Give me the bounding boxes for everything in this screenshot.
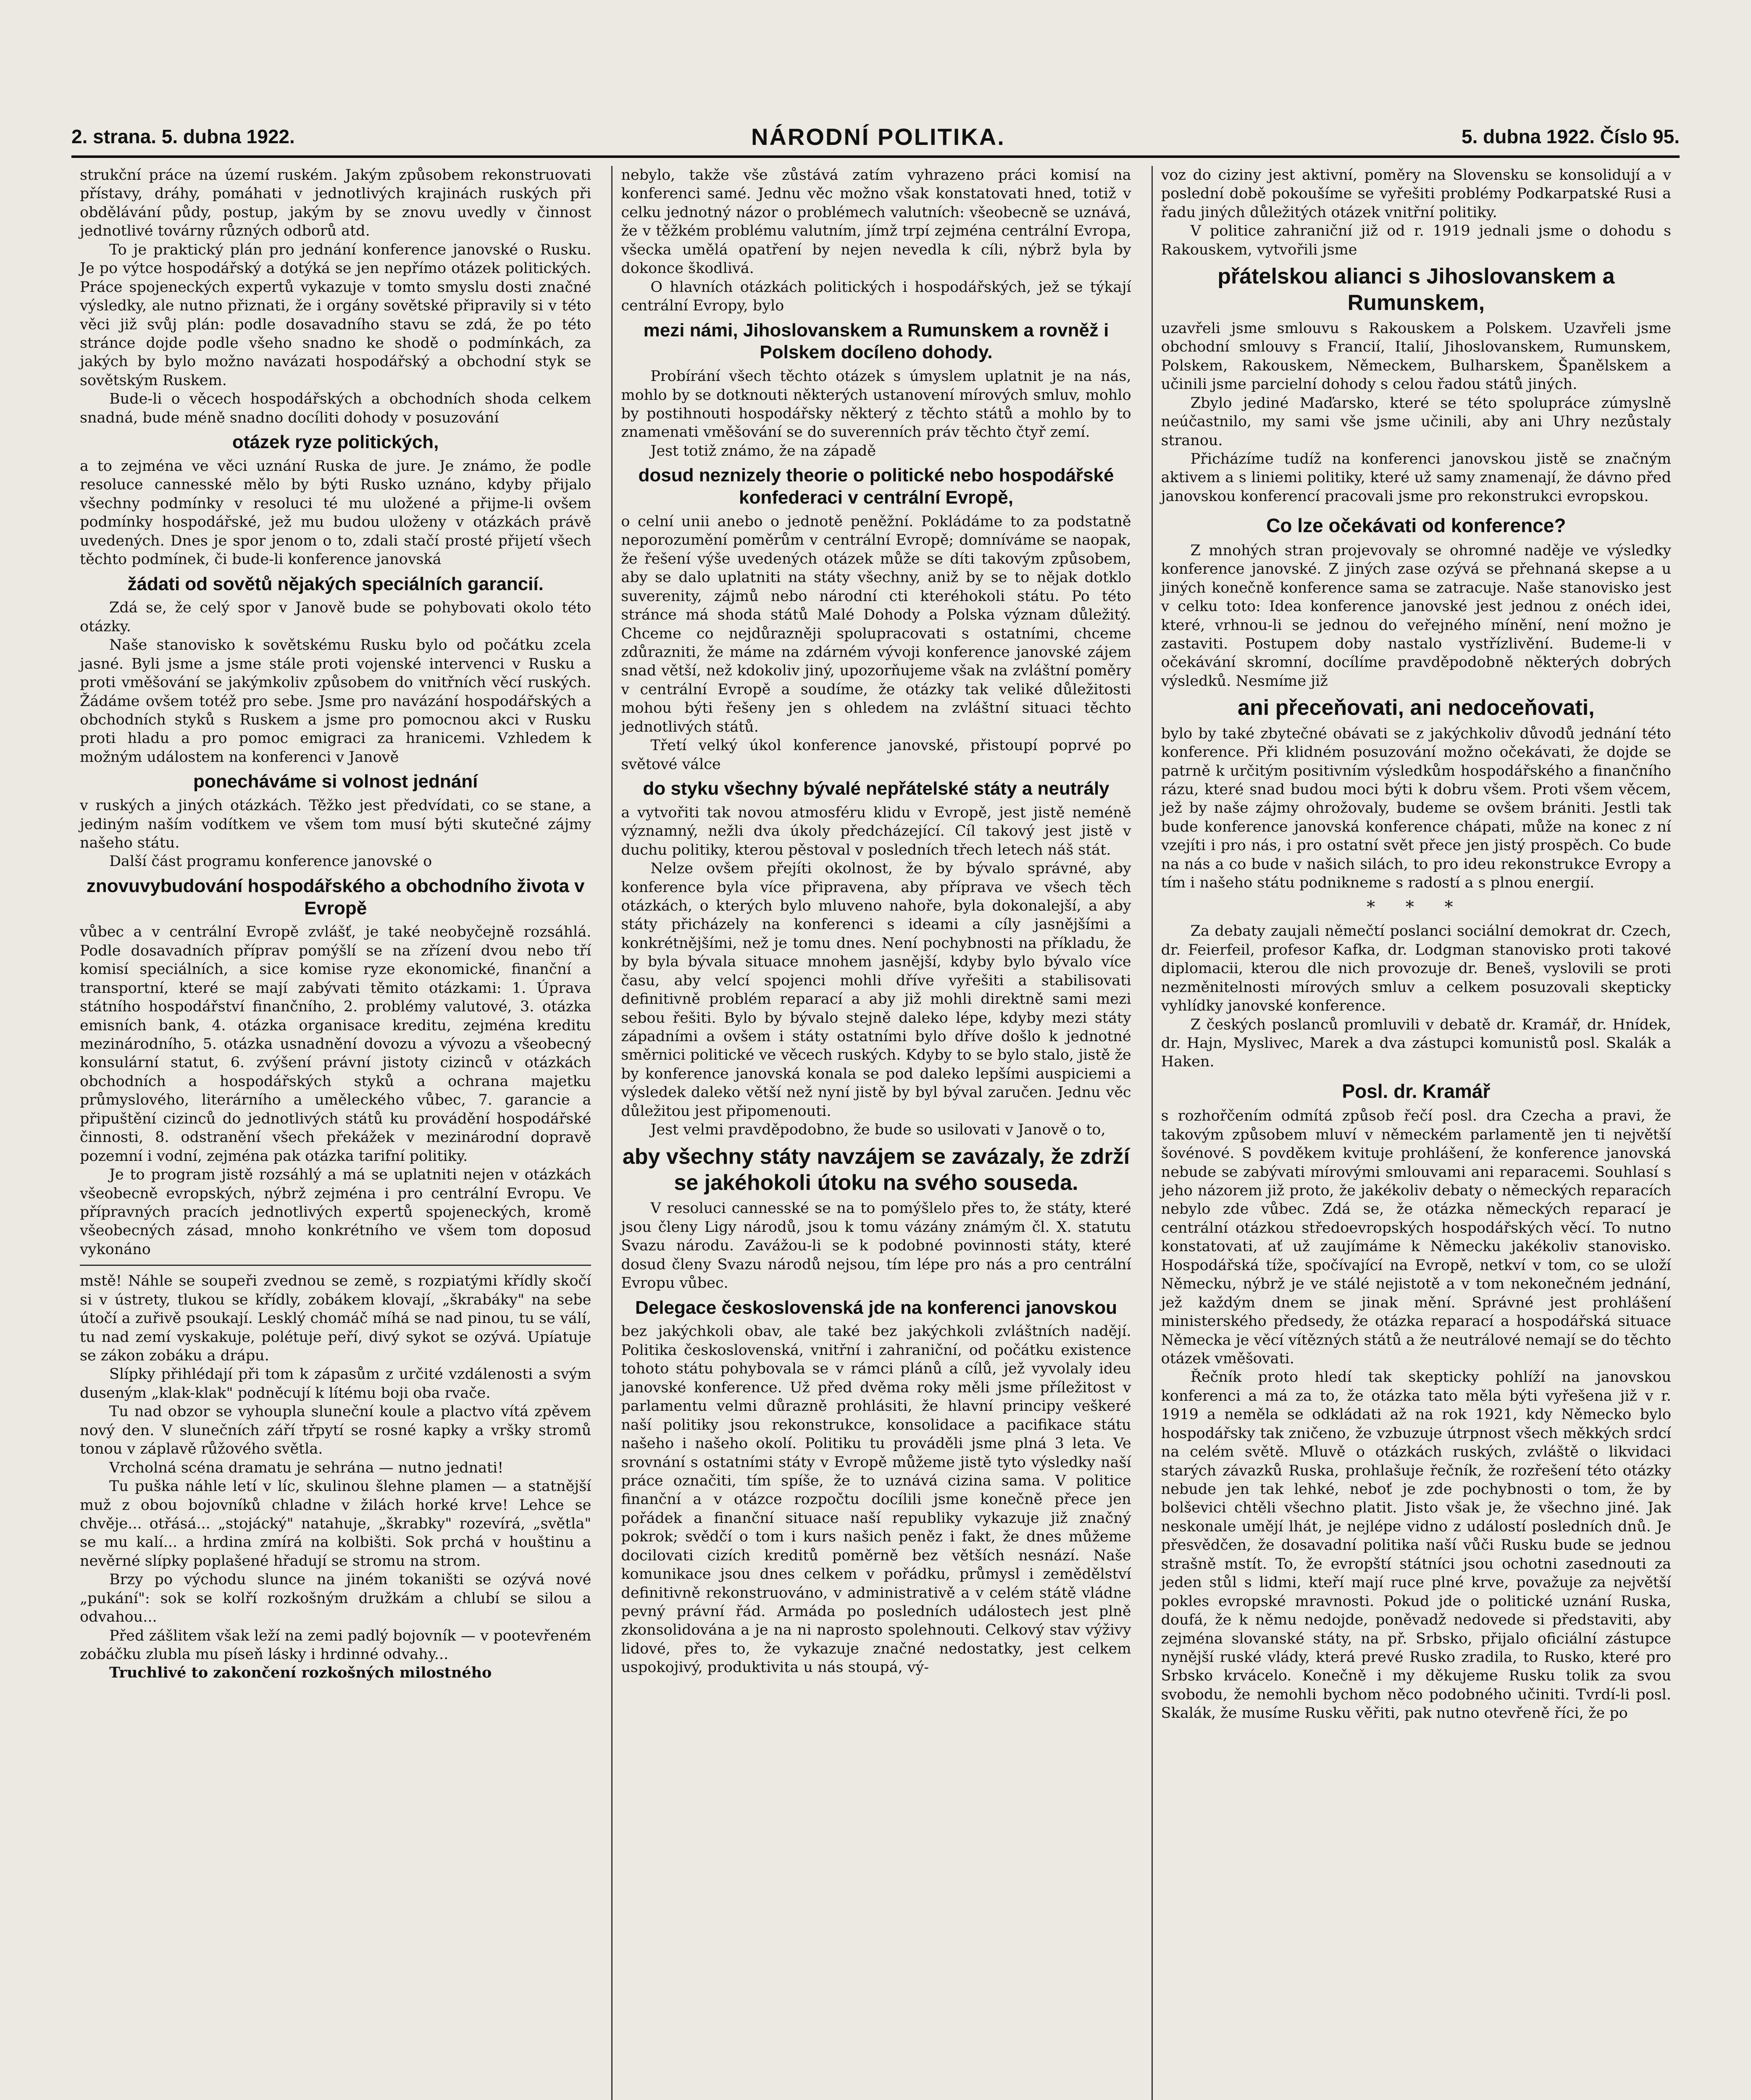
section-separator: * * *	[1367, 897, 1466, 917]
paragraph: To je praktický plán pro jednání konference janovské o Rusku. Je po výtce hospodářský a dotýká se jen nepřímo otázek politických. Práce spojeneckých expertů vykazuje v tomto smyslu dosti značné výsledky, ale nutno přiznati, že i orgány sovětské připravily si v této věci již svůj plán: podle dosavadního stavu se zdá, že po této stránce dojde podle všeho snadno ke shodě o podmínkách, za jakých by bylo možno navázati hospodářský a obchodní styk se sovětským Ruskem.	[80, 241, 592, 389]
paragraph: Zbylo jediné Maďarsko, které se této spolupráce zúmyslně neúčastnilo, my sami vše jsme učinili, aby ani Uhry nezůstaly stranou.	[1161, 394, 1671, 449]
paragraph: Řečník proto hledí tak skepticky pohlíží na janovskou konferenci a má za to, že otázka tato měla býti vyřešena již v r. 1919 a neměla se odkládati až na rok 1921, kdy Německo bylo hospodářsky tak zničeno, že vzbuzuje útrpnost všech měkkých srdcí na celém světě. Mluvě o otázkách ruských, zvláště o likvidaci starých závazků Ruska, prohlašuje řečník, že rozřešení této otázky nebude jen tak lehké, neboť je zde pochybnosti o tom, že by bolševici chtěli všechno platit. Jisto však je, že všechno jiné. Jak neskonale umějí lhát, je nejlépe vidno z událostí posledních dnů. Je přesvědčen, že dosavadní politika naší vůči Rusku bude se jednou strašně mstít. To, že evropští státníci jsou ochotni zasednouti za jeden stůl s lidmi, kteří mají ruce plné krve, považuje za největší pokles evropské mravnosti. Pokud jde o politické uznání Ruska, doufá, že k němu nedojde, poněvadž nedovede si představiti, aby zejména slovanské státy, na př. Srbsko, přijalo oficiální zástupce nynější ruské vlády, která prevé Rusko zradila, to Rusko, které pro Srbsko krvácelo. Konečně i my děkujeme Rusku tolik za svou svobodu, že nemohli bychom něco podobného učiniti. Tvrdí-li posl. Skalák, že musíme Rusku věřiti, pak nutno otevřeně říci, že po	[1161, 1369, 1671, 1722]
paragraph: V resoluci cannesské se na to pomýšlelo přes to, že státy, které jsou členy Ligy národů, jsou k tomu vázány známým čl. X. statutu Svazu národu. Zavážou-li se k podobné povinnosti státy, které dosud členy Svazu národů nejsou, tím lépe pro nás a pro centrální Evropu vůbec.	[621, 1200, 1131, 1292]
feuilleton-divider	[80, 1265, 591, 1266]
masthead	[71, 118, 1680, 158]
paragraph: bylo by také zbytečné obávati se z jakýchkoliv důvodů jednání této konference. Při klidném posuzování možno očekávati, že dojde se patrně k určitým positivním výsledkům hospodářského a finančního rázu, které snad budou moci býti k dobru všem. Proti všem věcem, jež by naše zájmy ohrožovaly, budeme se ovšem brániti. Jestli tak bude konference janovská konference chápati, může na konec z ní vzejíti i pro nás, i pro ostatní svět přece jen jistý prospěch. Co bude na nás a co bude v našich silách, to pro ideu rekonstrukce Evropy a tím i našeho státu podnikneme s radostí a s plnou energií.	[1161, 725, 1671, 892]
feuilleton-paragraph: Tu nad obzor se vyhoupla sluneční koule a plactvo vítá zpěvem nový den. V slunečních září třpytí se rosné kapky a vršky stromů tonou v záplavě růžového světla.	[80, 1403, 592, 1458]
subheading: přátelskou alianci s Jihoslovanskem a Rumunskem,	[1217, 264, 1615, 315]
paragraph: Z českých poslanců promluvili v debatě dr. Kramář, dr. Hnídek, dr. Hajn, Myslivec, Marek a dva zástupci komunistů posl. Skalák a Haken.	[1161, 1016, 1671, 1071]
subheading: otázek ryze politických,	[232, 432, 439, 453]
subheading: do styku všechny bývalé nepřátelské státy a neutrály	[643, 778, 1109, 799]
subheading: aby všechny státy navzájem se zavázaly, že zdrží se jakéhokoli útoku na svého souseda.	[622, 1144, 1130, 1195]
paragraph: Z mnohých stran projevovaly se ohromné naděje ve výsledky konference janovské. Z jiných zase ozývá se přehnaná skepse a u jiných konečně konference sama se zatracuje. Naše stanovisko jest v celku toto: Idea konference janovské jest jednou z onéch idei, které, vrhnou-li se jednou do veřejného mínění, není možno je zastaviti. Postupem doby nastalo vystřízlivění. Budeme-li v očekávání skromní, docílíme pravděpodobně některých dobrých výsledků. Nesmíme již	[1161, 542, 1671, 690]
subheading: žádati od sovětů nějakých speciálních garancií.	[127, 573, 544, 594]
issue-number: 5. dubna 1922. Číslo 95.	[1462, 126, 1680, 147]
subheading: ani přeceňovati, ani nedoceňovati,	[1238, 696, 1595, 720]
section-heading: Posl. dr. Kramář	[1342, 1080, 1491, 1102]
paragraph: a to zejména ve věci uznání Ruska de jure. Je známo, že podle resoluce cannesské mělo by býti Rusko uznáno, kdyby přijalo všechny podmínky v resoluci té mu uložené a přijme-li ovšem podmínky hospodářské, jež mu budou uloženy v otázkách právě uvedených. Dnes je spor jenom o to, zdali stačí prosté přijetí všech těchto podmínek, či bude-li konference janovská	[80, 457, 592, 568]
paragraph: o celní unii anebo o jednotě peněžní. Pokládáme to za podstatně neporozumění poměrům v centrální Evropě; domníváme se naopak, že řešení výše uvedených otázek může se díti takovým způsobem, aby se dalo uplatniti na státy všechny, aniž by se to nějak dotklo suverenity, zájmů nebo národní cti kteréhokoli státu. Po této stránce má shoda států Malé Dohody a Polska význam důležitý. Chceme co nejdůrazněji spolupracovati s ostatními, chceme zdůrazniti, že máme na zdárném vývoji konference janovské zájem snad větší, než kdokoliv jiný, upozorňujeme však na zvláštní poměry v centrální Evropě a soudíme, že otázky tak veliké důležitosti mohou býti řešeny jen s ohledem na zvláštní situaci těchto jednotlivých států.	[621, 513, 1131, 735]
paragraph: s rozhořčením odmítá způsob řečí posl. dra Czecha a pravi, že takovým způsobem mluví v německém parlamentě jen ti největší šovénové. S povděkem kvituje prohlášení, že konference janovská nebude se zabývati mírovými smlouvami ani reparacemi. Souhlasí s jeho názorem již proto, že jakékoliv debaty o německých reparacích nebylo zde vůbec. Zdá se, že otázka německých reparací je centrální otázkou středoevropských hospodářských věcí. To nutno konstatovati, ať už zaujímáme k Německu jakékoliv stanovisko. Hospodářská tíže, spočívající na Evropě, netkví v tom, co se uloží Německu, nýbrž je ve stálé nejistotě a v tom nekonečném jednání, jež každým dnem se jinak mění. Správné jest prohlášení ministerského předsedy, že otázka reparací a hospodářská situace Německa je věcí vítězných států a že neutrálové nemají se do těchto otázek vměšovati.	[1161, 1108, 1671, 1367]
column-3	[1152, 166, 1680, 2100]
feuilleton-paragraph: Tu puška náhle letí v líc, skulinou šlehne plamen — a statnější muž z obou bojovníků chladne v žilách horké krve! Lehce se chvěje... otřásá... „stojácký" natahuje, „škrabky" rozevírá, „světla" se mu kalí... a hrdina zmírá na kolbišti. Sok prchá v houštinu a nevěrné slípky poplašené hřadují se stromu na strom.	[80, 1478, 592, 1570]
paragraph: O hlavních otázkách politických i hospodářských, jež se týkají centrální Evropy, bylo	[621, 278, 1131, 315]
paragraph: Nelze ovšem přejíti okolnost, že by bývalo správné, aby konference byla více připravena, aby příprava ve všech těch otázkách, o kterých bylo mluveno nahoře, byla dokonalejší, a aby státy přicházely na konferenci s ideami a cíly jasnějšími a konkrétnějšími, než je tomu dnes. Není pochybnosti na příkladu, že by byla bývala situace mnohem jasnější, kdyby bylo bývalo více času, aby velcí spojenci mohli dříve vyřešiti a stabilisovati definitivně problém reparací a aby již mohli direktně sami mezi sebou řešiti. Bylo by bývalo stejně daleko lépe, kdyby mezi státy západními a ovšem i státy ostatními bylo dříve došlo k jednotné směrnici politické ve věcech ruských. Kdyby to se bylo stalo, jistě že by konference janovská konala se pod daleko lepšími auspiciemi a výsledek daleko větší než nyní jistě by byl býval zaručen. Jednu věc důležitou jest připomenouti.	[621, 860, 1131, 1120]
paragraph: bez jakýchkoli obav, ale také bez jakýchkoli zvláštních nadějí. Politika československá, vnitřní i zahraniční, od počátku existence tohoto státu pohybovala se v rámci plánů a cílů, jež vyvolaly ideu janovské konference. Už před dvěma roky měli jsme příležitost v parlamentu velmi důrazně prohlásiti, že hlavní principy veškeré naší politiky jsou rekonstrukce, konsolidace a pacifikace státu našeho i našeho okolí. Politiku tu prováděli jsme plná 3 leta. Ve srovnání s ostatními státy v Evropě můžeme jistě tyto výsledky naší práce označiti, tím spíše, že to uznává cizina sama. V politice finanční a v otázce rozpočtu docílili jsme konečně přece jen pořádek a finanční situace naší republiky vykazuje již značný pokrok; svědčí o tom i kurs našich peněz i fakt, že dnes můžeme docilovati cizích kreditů poměrně bez větších nesnází. Naše komunikace jsou dnes celkem v pořádku, průmysl i zemědělství definitivně rekonstruováno, v administrativě a v celém státě vládne pevný právní řád. Armáda po posledních událostech jest plně zkonsolidována a je na ni naprosto spolehnouti. Celkový stav výživy lidové, přes to, že vykazuje značné nedostatky, jest celkem uspokojivý, produktivita u nás stoupá, vý-	[621, 1323, 1131, 1676]
paragraph: Zdá se, že celý spor v Janově bude se pohybovati okolo této otázky.	[80, 599, 592, 635]
subheading: mezi námi, Jihoslovanskem a Rumunskem a rovněž i Polskem docíleno dohody.	[643, 320, 1109, 363]
paragraph: v ruských a jiných otázkách. Těžko jest předvídati, co se stane, a jediným naším vodítkem ve všem tom musí býti skutečné zájmy našeho státu.	[80, 797, 592, 851]
feuilleton-paragraph: Před zášlitem však leží na zemi padlý bojovník — v pootevřeném zobáčku zlubla mu píseň lásky i hrdinné odvahy...	[80, 1627, 592, 1663]
subheading: dosud neznizely theorie o politické nebo hospodářské konfederaci v centrální Evropě,	[638, 465, 1114, 508]
paragraph: strukční práce na území ruském. Jakým způsobem rekonstruovati přístavy, dráhy, pomáhati v jednotlivých krajinách ruských při obdělávání půdy, postup, jakým by se znovu uvedly v činnost jednotlivé továrny různých odborů atd.	[80, 167, 592, 240]
paragraph: voz do ciziny jest aktivní, poměry na Slovensku se konsolidují a v poslední době pokoušíme se vyřešiti problémy Podkarpatské Rusi a řadu jiných důležitých otázek vnitřní politiky.	[1161, 167, 1671, 221]
paragraph: Za debaty zaujali němečtí poslanci sociální demokrat dr. Czech, dr. Feierfeil, profesor Kafka, dr. Lodgman stanovisko proti takové diplomacii, kterou dle nich provozuje dr. Beneš, vyslovili se proti nezměnitelnosti mírových smluv a celkem posuzovali skepticky vyhlídky janovské konference.	[1161, 923, 1671, 1015]
feuilleton-paragraph: Slípky přihlédají při tom k zápasům z určité vzdálenosti a svým duseným „klak-klak" podněcují k lítému boji oba rvače.	[80, 1366, 592, 1402]
paragraph: vůbec a v centrální Evropě zvlášť, je také neobyčejně rozsáhlá. Podle dosavadních příprav pomýšlí se na zřízení dvou nebo tří komisí speciálních, a sice komise ryze ekonomické, finanční a transportní, které se mají zabývati těmito otázkami: 1. Úprava státního hospodářství finančního, 2. problémy valutové, 3. otázka emisních bank, 4. otázka organisace kreditu, zejména kreditu mezinárodního, 5. otázka usnadnění dovozu a vývozu a všeobecný konsulární statut, 6. zvýšení právní jistoty cizinců v otázkách obchodních a hospodářských styků a ochrana majetku průmyslového, literárního a uměleckého vůbec, 7. garancie a připuštění cizinců do jednotlivých států ku provádění hospodářské činnosti, 8. odstranění všech překážek v mezinárodní dopravě pozemní i vodní, zejména pak otázka tarifní politiky.	[80, 924, 592, 1165]
paragraph: Třetí velký úkol konference janovské, přistoupí poprvé po světové válce	[621, 737, 1131, 773]
paragraph: Jest totiž známo, že na západě	[650, 442, 876, 459]
section-heading: Co lze očekávati od konference?	[1266, 514, 1566, 537]
page-date: 2. strana. 5. dubna 1922.	[71, 126, 295, 147]
paragraph: Naše stanovisko k sovětskému Rusku bylo od počátku zcela jasné. Byli jsme a jsme stále proti vojenské intervenci v Rusku a proti vměšování se jakýmkoliv způsobem do vnitřních věcí ruských. Žádáme ovšem totéž pro sebe. Jsme pro navázání hospodářských a obchodních styků s Ruskem a jsme pro pomocnou akci v Rusku proti hladu a pro pomoc emigraci za hranicemi. Vzhledem k možným událostem na konferenci v Janově	[80, 637, 592, 766]
paragraph: Probírání všech těchto otázek s úmyslem uplatnit je na nás, mohlo by se dotknouti některých ustanovení mírových smluv, mohlo by postihnouti hospodářsky některý z těchto států a mohlo by to znamenati vměšování se do suverenních práv těchto čtyř zemí.	[621, 368, 1131, 441]
feuilleton-paragraph: Truchlivé to zakončení rozkošných milostného	[109, 1664, 492, 1682]
paragraph: a vytvořiti tak novou atmosféru klidu v Evropě, jest jistě neméně významný, nežli dva úkoly předcházející. Cíl takový jest jistě v duchu politiky, kterou pěstoval v posledních třech letech náš stát.	[621, 804, 1131, 858]
paragraph: V politice zahraniční již od r. 1919 jednali jsme o dohodu s Rakouskem, vytvořili jsme	[1161, 223, 1671, 258]
feuilleton-paragraph: mstě! Náhle se soupeři zvednou se země, s rozpiatými křídly skočí si v ústrety, tlukou se křídly, zobákem klovají, „škrabáky" na sebe útočí a zuřivě psoukají. Lesklý chomáč míhá se nad pinou, tu se válí, tu nad zemí vyskakuje, polétuje peří, divý sykot se ozývá. Upíatuje se zákon zobáku a drápu.	[80, 1273, 592, 1365]
paragraph: Je to program jistě rozsáhlý a má se uplatniti nejen v otázkách všeobecně evropských, nýbrž zejména i pro centrální Evropu. Ve přípravných pracích jednotlivých expertů spojeneckých, kromě všeobecných zásad, mnoho konkrétního ve všem tom doposud vykonáno	[80, 1166, 592, 1258]
subheading: znovuvybudování hospodářského a obchodního života v Evropě	[86, 875, 585, 919]
feuilleton-paragraph: Vrcholná scéna dramatu je sehrána — nutno jednati!	[109, 1459, 504, 1476]
paragraph: uzavřeli jsme smlouvu s Rakouskem a Polskem. Uzavřeli jsme obchodní smlouvy s Francií, Italií, Jihoslovanskem, Rumunskem, Polskem, Rakouskem, Německem, Bulharskem, Španělskem a učinili jsme parcielní dohody s celou řadou států jiných.	[1161, 320, 1671, 393]
paragraph: Bude-li o věcech hospodářských a obchodních shoda celkem snadná, bude méně snadno docíliti dohody v posuzování	[80, 391, 592, 426]
article-columns	[71, 166, 1680, 2100]
feuilleton-paragraph: Brzy po východu slunce na jiném tokaništi se ozývá nové „pukání": sok se kolří rozkošným družkám a chlubí se silou a odvahou...	[80, 1571, 592, 1626]
paragraph: Přicházíme tudíž na konferenci janovskou jistě se značným aktivem a s liniemi politiky, které už samy znamenají, že dávno před janovskou konferencí pracovali jsme pro rekonstrukci evropskou.	[1161, 451, 1671, 505]
paragraph: nebylo, takže vše zůstává zatím vyhrazeno práci komisí na konferenci samé. Jednu věc možno však konstatovati hned, totiž v celku jednotný názor o problémech valutních: všeobecně se uznává, že v těžkém problému valutním, jímž trpí zejména centrální Evropa, všecka umělá opatření by nejen nevedla k cíli, nýbrž byla by dokonce škodlivá.	[621, 167, 1131, 277]
paragraph: Jest velmi pravděpodobno, že bude so usilovati v Janově o to,	[650, 1121, 1106, 1139]
subheading: ponecháváme si volnost jednání	[193, 771, 478, 792]
column-2	[611, 166, 1139, 2100]
newspaper-title: NÁRODNÍ POLITIKA.	[751, 123, 1005, 150]
subheading: Delegace československá jde na konferenci janovskou	[635, 1297, 1117, 1318]
column-1	[71, 166, 599, 2100]
paragraph: Další část programu konference janovské o	[109, 853, 432, 870]
